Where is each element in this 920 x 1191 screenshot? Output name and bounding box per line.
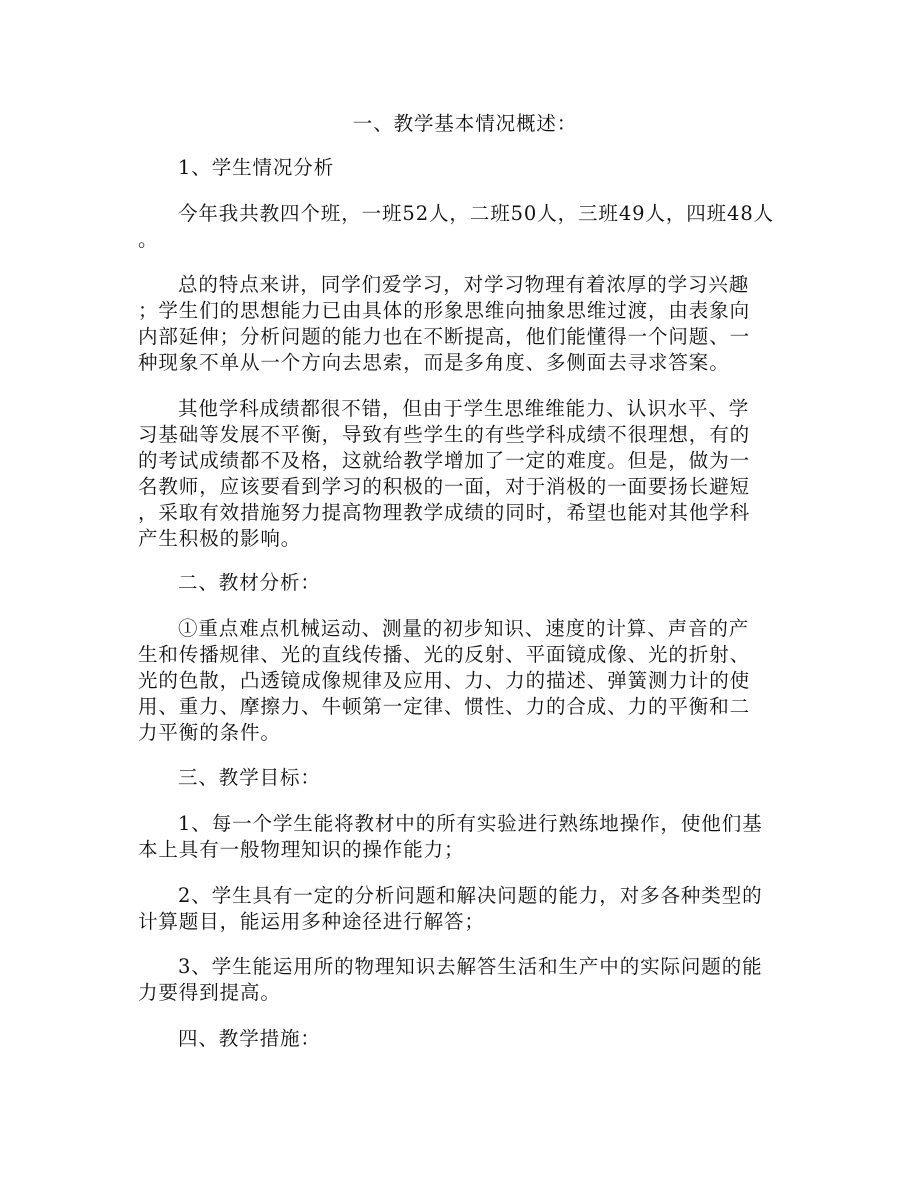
goal-3-line: 3、学生能运用所的物理知识去解答生活和生产中的实际问题的能: [178, 955, 763, 978]
paragraph-features-line: 总的特点来讲，同学们爱学习，对学习物理有着浓厚的学习兴趣: [178, 273, 750, 296]
paragraph-classes-line: 今年我共教四个班，一班52人，二班50人，三班49人，四班48人: [178, 202, 775, 225]
paragraph-material-line: 光的色散，凸透镜成像规律及应用、力、力的描述、弹簧测力计的使: [138, 669, 751, 692]
paragraph-material-line: 力平衡的条件。: [138, 721, 281, 744]
paragraph-features-line: 种现象不单从一个方向去思索，而是多角度、多侧面去寻求答案。: [138, 351, 730, 374]
section-heading-teaching-measures: 四、教学措施：: [178, 1027, 321, 1050]
paragraph-other-subjects-line: 其他学科成绩都很不错，但由于学生思维维能力、认识水平、学: [178, 397, 750, 420]
section-heading-student-analysis: 1、学生情况分析: [178, 156, 335, 179]
paragraph-material-line: ①重点难点机械运动、测量的初步知识、速度的计算、声音的产: [178, 617, 750, 640]
goal-1-line: 1、每一个学生能将教材中的所有实验进行熟练地操作，使他们基: [178, 812, 763, 835]
section-heading-teaching-goals: 三、教学目标：: [178, 766, 321, 789]
paragraph-classes-line: 。: [138, 228, 159, 251]
paragraph-other-subjects-line: ，采取有效措施努力提高物理教学成绩的同时，希望也能对其他学科: [138, 501, 751, 524]
paragraph-material-line: 生和传播规律、光的直线传播、光的反射、平面镜成像、光的折射、: [138, 643, 751, 666]
paragraph-features-line: ；学生们的思想能力已由具体的形象思维向抽象思维过渡，由表象向: [138, 299, 751, 322]
paragraph-other-subjects-line: 习基础等发展不平衡，导致有些学生的有些学科成绩不很理想，有的: [138, 423, 751, 446]
goal-2-line: 2、学生具有一定的分析问题和解决问题的能力，对多各种类型的: [178, 884, 763, 907]
paragraph-features-line: 内部延伸；分析问题的能力也在不断提高，他们能懂得一个问题、一: [138, 325, 751, 348]
paragraph-material-line: 用、重力、摩擦力、牛顿第一定律、惯性、力的合成、力的平衡和二: [138, 695, 751, 718]
goal-1-line: 本上具有一般物理知识的操作能力；: [138, 838, 465, 861]
section-heading-material-analysis: 二、教材分析：: [178, 571, 321, 594]
goal-2-line: 计算题目，能运用多种途径进行解答；: [138, 910, 485, 933]
paragraph-other-subjects-line: 名教师，应该要看到学习的积极的一面，对于消极的一面要扬长避短: [138, 475, 751, 498]
paragraph-other-subjects-line: 产生积极的影响。: [138, 527, 302, 550]
goal-3-line: 力要得到提高。: [138, 981, 281, 1004]
paragraph-other-subjects-line: 的考试成绩都不及格，这就给教学增加了一定的难度。但是，做为一: [138, 449, 751, 472]
document-title: 一、教学基本情况概述：: [352, 112, 578, 135]
